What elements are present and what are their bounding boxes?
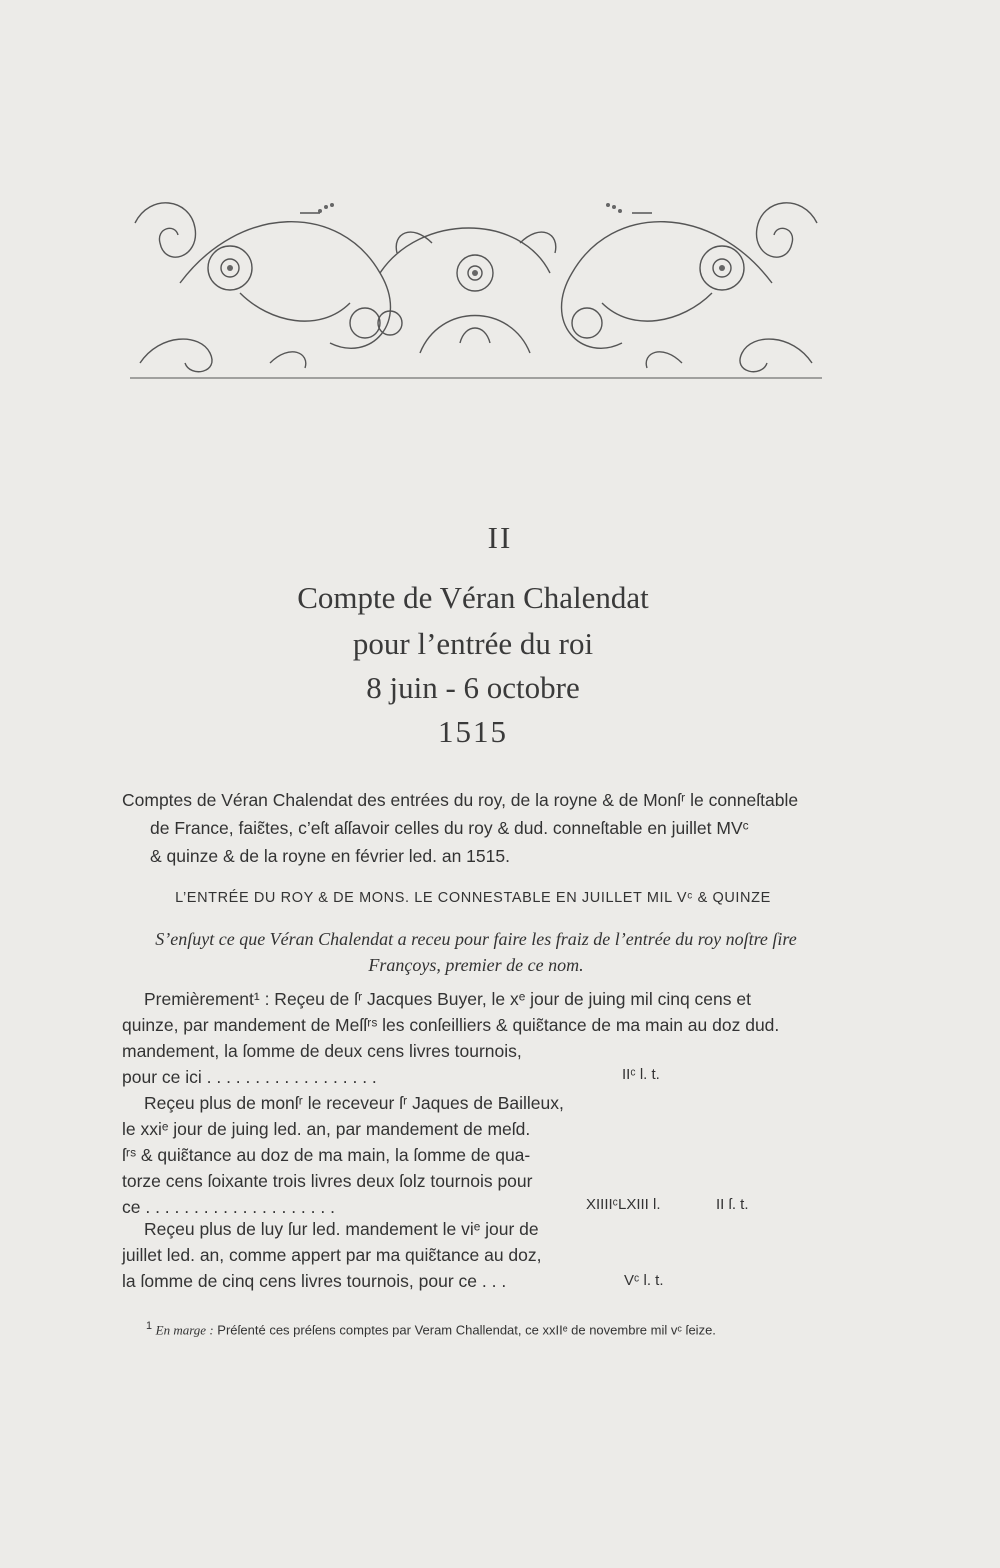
entry-1-line-3: mandement, la ſomme de deux cens livres tournois, [122,1041,522,1061]
entry-1-line-2: quinze, par mandement de Meſſʳˢ les conſeilliers & quiɛ̃tance de ma main au doz dud. [122,1015,780,1035]
heading-line-3: & quinze & de la royne en février led. an 1515. [150,846,510,866]
decorative-headpiece [120,183,832,383]
heading-line-2: de France, faiɛ̃tes, c’eſt aſſavoir celles du roy & dud. conneſtable en juillet MVᶜ [150,818,749,838]
heading-paragraph [122,786,834,870]
entry-3-line-1: Reçeu plus de luy ſur led. mandement le viᵉ jour de [144,1219,539,1239]
chapter-year: 1515 [438,714,508,749]
footnote [146,1320,846,1338]
footnote-marker: 1 [146,1320,153,1332]
entry-1-amount: IIᶜ l. t. [622,1066,660,1083]
section-heading: L’ENTRÉE DU ROY & DE MONS. LE CONNESTABLE EN JUILLET MIL Vᶜ & QUINZE [175,890,771,906]
entry-3-line-2: juillet led. an, comme appert par ma quiɛ̃tance au doz, [122,1245,542,1265]
entry-2-line-4: torze cens ſoixante trois livres deux ſolz tournois pour [122,1171,533,1191]
chapter-title-line-2: pour l’entrée du roi [352,626,594,661]
entry-3-paragraph [122,1216,834,1294]
chapter-title-dates: 8 juin - 6 octobre [366,670,580,705]
footnote-text: Préſenté ces préſens comptes par Veram Challendat, ce xxIIᵉ de novembre mil vᶜ ſeize. [217,1322,716,1338]
italic-intro [120,926,832,978]
entry-2-line-1: Reçeu plus de monſʳ le receveur ſʳ Jaques de Bailleux, [144,1093,564,1113]
italic-intro-line-2: Françoys, premier de ce nom. [368,955,584,975]
italic-intro-line-1: S’enſuyt ce que Véran Chalendat a receu pour faire les fraiz de l’entrée du roy noſtre ſire [155,929,797,949]
footnote-label: En marge : [155,1322,214,1338]
entry-3-amount: Vᶜ l. t. [624,1272,664,1289]
entry-2-amount-sous: II ſ. t. [716,1196,749,1213]
entry-1-paragraph [122,986,834,1090]
entry-3-line-3: la ſomme de cinq cens livres tournois, pour ce . . . [122,1271,507,1291]
chapter-number: II [487,520,513,555]
entry-2-line-2: le xxiᵉ jour de juing led. an, par mandement de meſd. [122,1119,531,1139]
entry-2-line-5: ce . . . . . . . . . . . . . . . . . . . . [122,1197,335,1217]
heading-line-1: Comptes de Véran Chalendat des entrées du roy, de la royne & de Monſʳ le conneſtable [122,790,799,810]
chapter-title-line-1: Compte de Véran Chalendat [297,580,649,615]
entry-1-line-4: pour ce ici . . . . . . . . . . . . . . . . . . [122,1067,377,1087]
entry-2-line-3: ſʳˢ & quiɛ̃tance au doz de ma main, la ſomme de qua- [122,1145,531,1165]
entry-1-line-1: Premièrement¹ : Reçeu de ſʳ Jacques Buyer, le xᵉ jour de juing mil cinq cens et [144,989,751,1009]
entry-2-amount: XIIIIᶜLXIII l. [586,1196,661,1213]
floral-ornament-icon [120,183,832,383]
